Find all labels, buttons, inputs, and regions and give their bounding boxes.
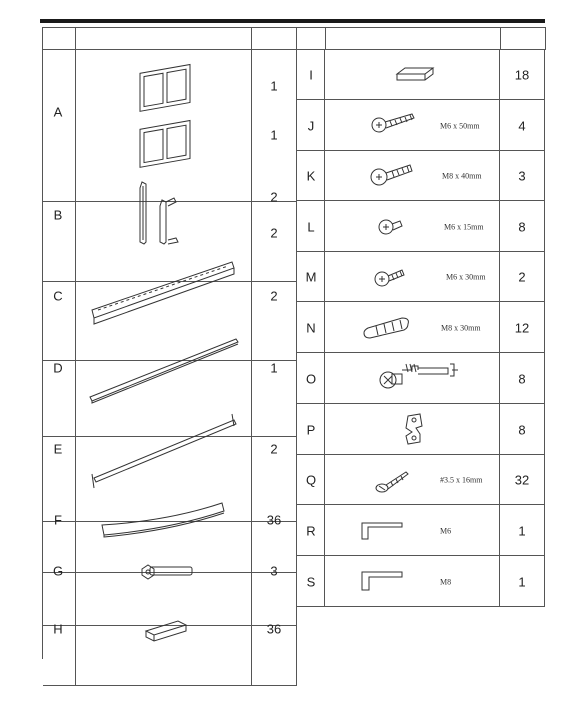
part-label: R (306, 523, 316, 538)
part-quantity: 12 (514, 320, 530, 335)
part-quantity: 8 (518, 422, 526, 437)
slat-holder-icon (142, 615, 192, 643)
hook-plate-icon (402, 412, 428, 446)
part-quantity: 1 (518, 574, 526, 589)
part-quantity: 2 (270, 288, 278, 304)
part-quantity: 1 (518, 523, 526, 538)
part-quantity: 1 (270, 78, 278, 94)
cam-lock-icon (376, 360, 460, 392)
part-label: D (53, 360, 63, 376)
header-cell (43, 28, 76, 50)
header-cell (297, 28, 326, 50)
part-spec: M8 (440, 577, 452, 586)
header-cell (252, 28, 297, 50)
image-cell (325, 505, 500, 556)
allen-bolt-icon (370, 163, 416, 187)
header-cell (76, 28, 252, 50)
part-label: P (306, 422, 316, 437)
part-spec: M8 x 30mm (441, 323, 481, 332)
part-label: L (307, 219, 315, 234)
part-label: K (306, 168, 316, 184)
part-spec: M6 x 50mm (440, 121, 480, 130)
part-label: O (305, 371, 317, 386)
part-label: J (307, 118, 315, 133)
part-quantity: 8 (518, 219, 526, 234)
bracket-pair-icon (134, 180, 184, 246)
allen-bolt-icon (370, 112, 416, 136)
leg-bolt-icon (138, 563, 198, 581)
table-row (43, 573, 76, 626)
part-quantity: 3 (270, 563, 278, 579)
part-label: I (309, 67, 313, 82)
part-spec: M6 (440, 526, 452, 535)
part-spec: M6 x 15mm (444, 222, 484, 231)
part-quantity: 2 (518, 269, 526, 285)
dowel-icon (362, 314, 412, 340)
short-bolt-icon (378, 216, 404, 236)
part-label: F (54, 512, 62, 528)
qty-cell (252, 202, 297, 282)
part-label: G (52, 563, 64, 579)
part-spec: M8 x 40mm (442, 171, 482, 181)
side-rail-icon (88, 258, 238, 328)
part-quantity: 18 (514, 67, 530, 82)
part-label: Q (305, 472, 317, 488)
center-rail-icon (88, 335, 240, 407)
part-spec: #3.5 x 16mm (440, 475, 483, 485)
part-quantity: 36 (266, 512, 282, 528)
part-quantity: 2 (270, 189, 278, 205)
part-label: M (305, 269, 317, 285)
part-label: A (53, 104, 63, 120)
part-label: S (306, 574, 316, 589)
allen-key-icon (358, 568, 406, 594)
part-label: N (306, 320, 316, 335)
allen-bolt-icon (374, 266, 406, 288)
part-quantity: 1 (270, 360, 278, 376)
part-quantity: 36 (266, 621, 282, 637)
part-quantity: 8 (518, 371, 526, 386)
block-icon (395, 66, 435, 82)
slat-icon (98, 499, 228, 541)
qty-cell (252, 573, 297, 626)
header-cell (501, 28, 546, 50)
part-spec: M6 x 30mm (446, 272, 486, 282)
header-cell (326, 28, 501, 50)
part-quantity: 2 (270, 441, 278, 457)
part-label: E (53, 441, 63, 457)
qty-cell (252, 50, 297, 202)
part-quantity: 2 (270, 225, 278, 241)
top-rule (40, 19, 545, 23)
angle-rail-icon (88, 412, 240, 492)
allen-key-icon (358, 519, 406, 543)
image-cell (325, 556, 500, 607)
part-label: B (53, 207, 63, 223)
part-quantity: 32 (514, 472, 530, 488)
table-row (43, 50, 76, 202)
headboard-panel-icon (136, 62, 196, 162)
part-quantity: 1 (270, 127, 278, 143)
screw-icon (374, 468, 410, 494)
part-label: H (53, 621, 63, 637)
part-quantity: 3 (518, 168, 526, 184)
part-quantity: 4 (518, 118, 526, 133)
part-label: C (53, 288, 63, 304)
